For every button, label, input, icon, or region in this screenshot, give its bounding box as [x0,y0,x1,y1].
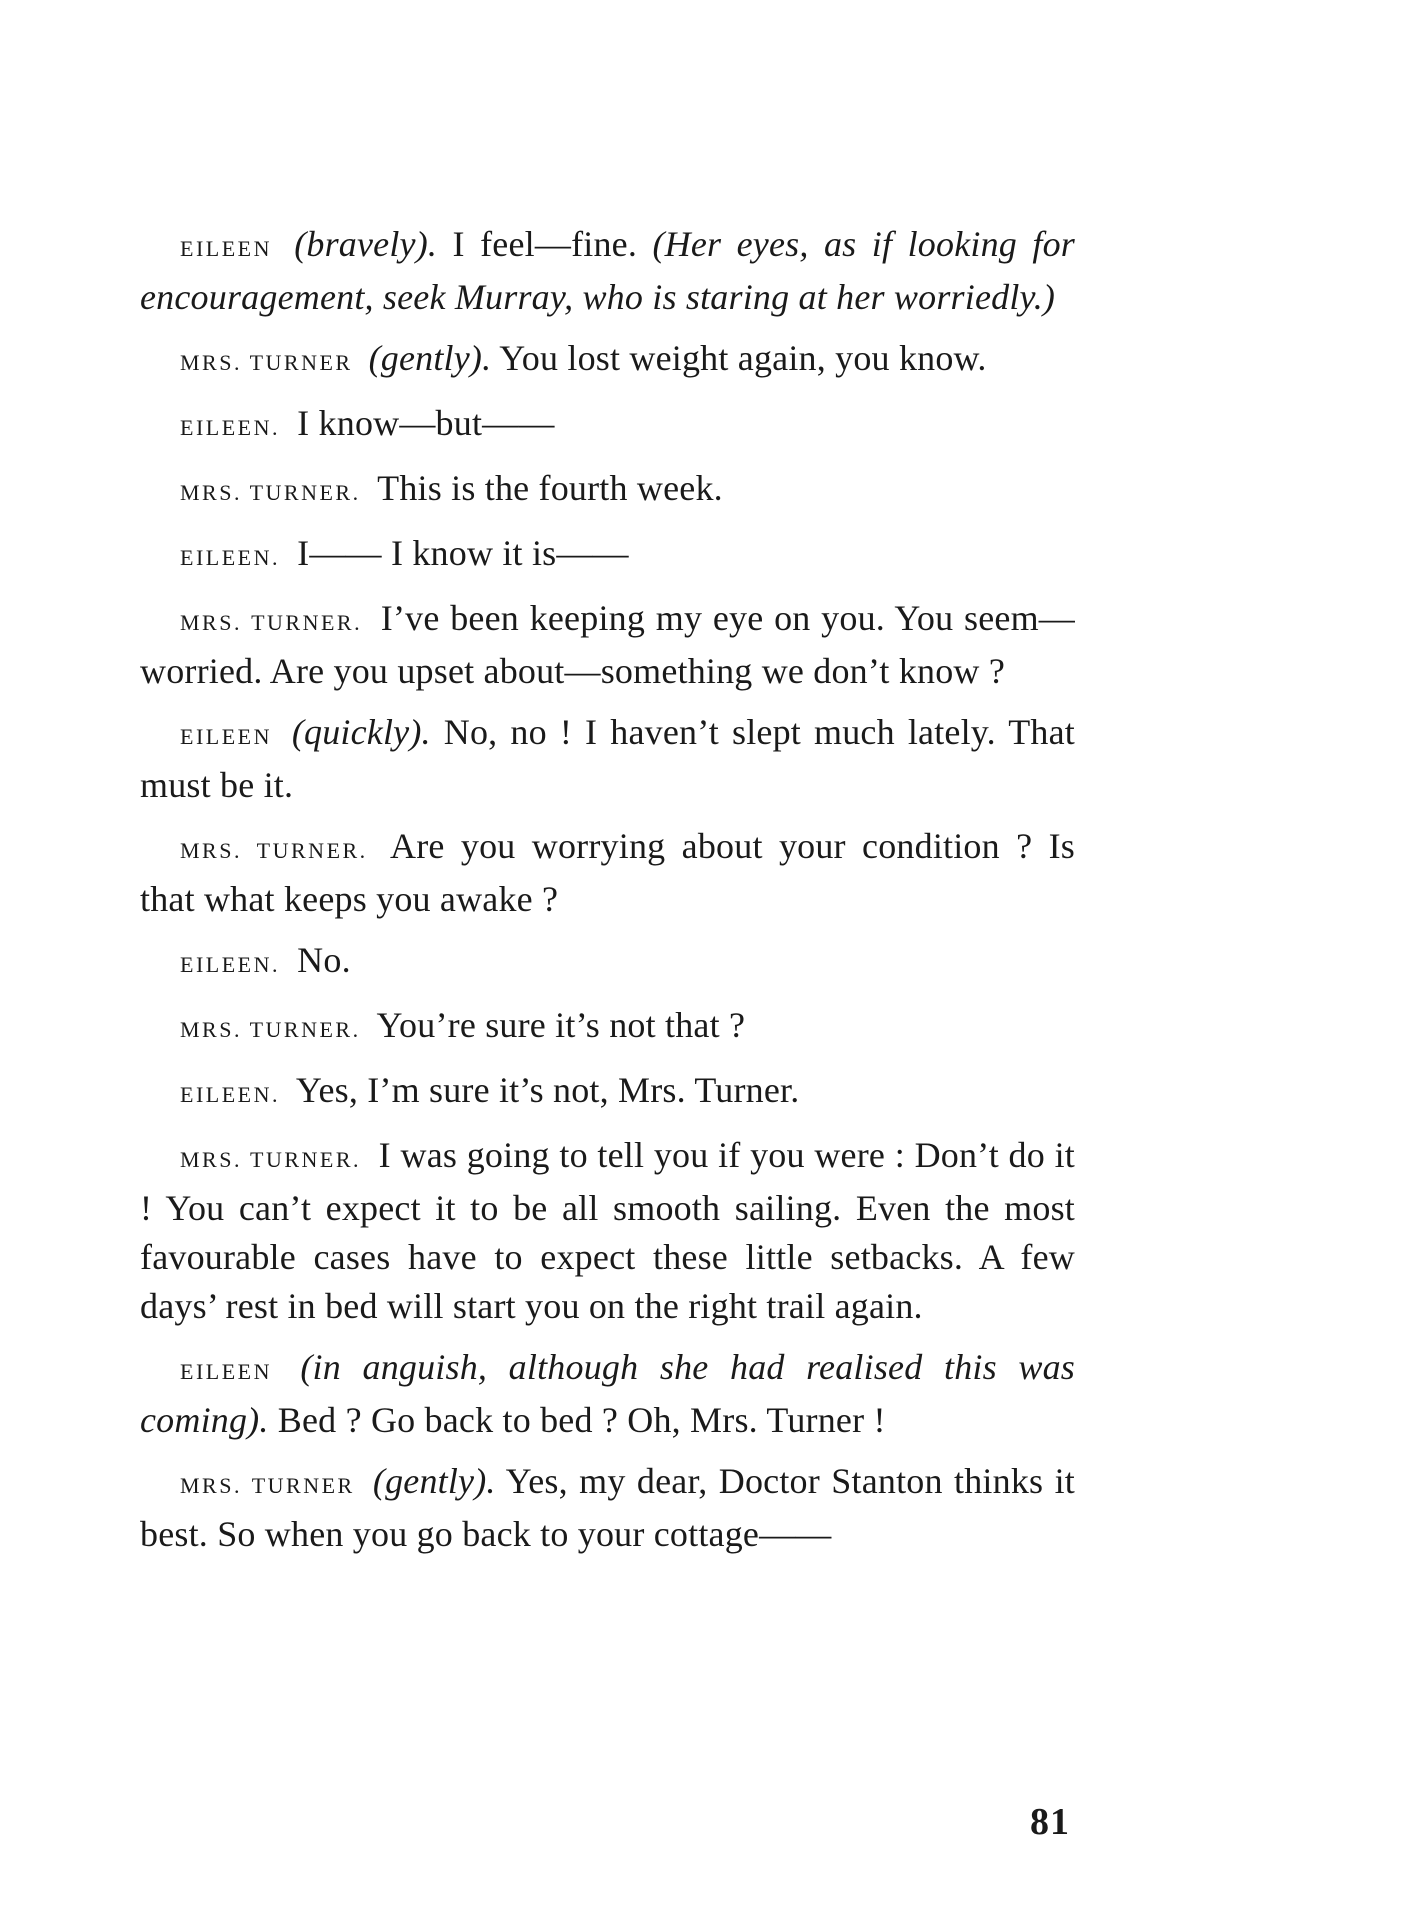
dialogue-text: This is the fourth week. [377,468,723,508]
speech-line [140,529,1075,582]
speaker-name: MRS. TURNER. [180,1147,362,1172]
speaker-name: EILEEN. [180,952,280,977]
speech-line [140,594,1075,696]
speaker-name: MRS. TURNER [180,1473,365,1498]
dialogue-text: Are you worrying about your condition ? Is that what keeps you awake ? [140,826,1076,919]
speech-line [140,1131,1075,1331]
stage-direction: (bravely). [294,224,438,264]
speaker-name: EILEEN [180,1359,293,1384]
dialogue-text: You lost weight again, you know. [491,338,987,378]
dialogue-text: No. [297,940,351,980]
dialogue-text: Yes, I’m sure it’s not, Mrs. Turner. [295,1070,800,1110]
play-page [140,220,1075,1571]
speaker-name: EILEEN [180,236,287,261]
page-number: 81 [1030,1801,1070,1843]
dialogue-text: No, no ! I haven’t slept much lately. That must be it. [140,712,1076,805]
speech-line [140,1343,1075,1445]
dialogue-text: I was going to tell you if you were : Don’t do it ! You can’t expect it to be all smooth sailing. Even the most favourable cases have to expect these little setbacks. A few days’ rest in bed will start you on the right trail again. [140,1135,1076,1326]
speaker-name: EILEEN. [180,545,280,570]
speech-line [140,1001,1075,1054]
speaker-name: EILEEN [180,724,284,749]
speaker-name: MRS. TURNER. [180,610,363,635]
speech-line [140,1457,1075,1559]
stage-direction: (in anguish, although she had realised this was coming). [140,1347,1076,1440]
speaker-name: EILEEN. [180,1082,280,1107]
speech-line [140,1066,1075,1119]
speech-line [140,334,1075,387]
dialogue-text: I’ve been keeping my eye on you. You seem—worried. Are you upset about—something we don’t know ? [140,598,1076,691]
stage-direction: (Her eyes, as if looking for encouragement, seek Murray, who is staring at her worriedly.) [140,224,1076,317]
speaker-name: MRS. TURNER. [180,838,368,863]
dialogue-text: You’re sure it’s not that ? [376,1005,746,1045]
speech-line [140,464,1075,517]
dialogue-text: I know—but—— [297,403,555,443]
speaker-name: MRS. TURNER. [180,480,361,505]
dialogue-text: Bed ? Go back to bed ? Oh, Mrs. Turner ! [268,1400,886,1440]
stage-direction: (quickly). [291,712,431,752]
dialogue-text: Yes, my dear, Doctor Stanton thinks it best. So when you go back to your cottage—— [140,1461,1075,1554]
stage-direction: (gently). [368,338,492,378]
speech-line [140,399,1075,452]
speaker-name: EILEEN. [180,415,280,440]
speech-line [140,822,1075,924]
speech-line [140,708,1075,810]
dialogue-text: I feel—fine. [437,224,653,264]
speech-line [140,936,1075,989]
speaker-name: MRS. TURNER [180,350,361,375]
stage-direction: (gently). [372,1461,496,1501]
speech-line [140,220,1075,322]
dialogue-text: I—— I know it is—— [297,533,629,573]
speaker-name: MRS. TURNER. [180,1017,361,1042]
